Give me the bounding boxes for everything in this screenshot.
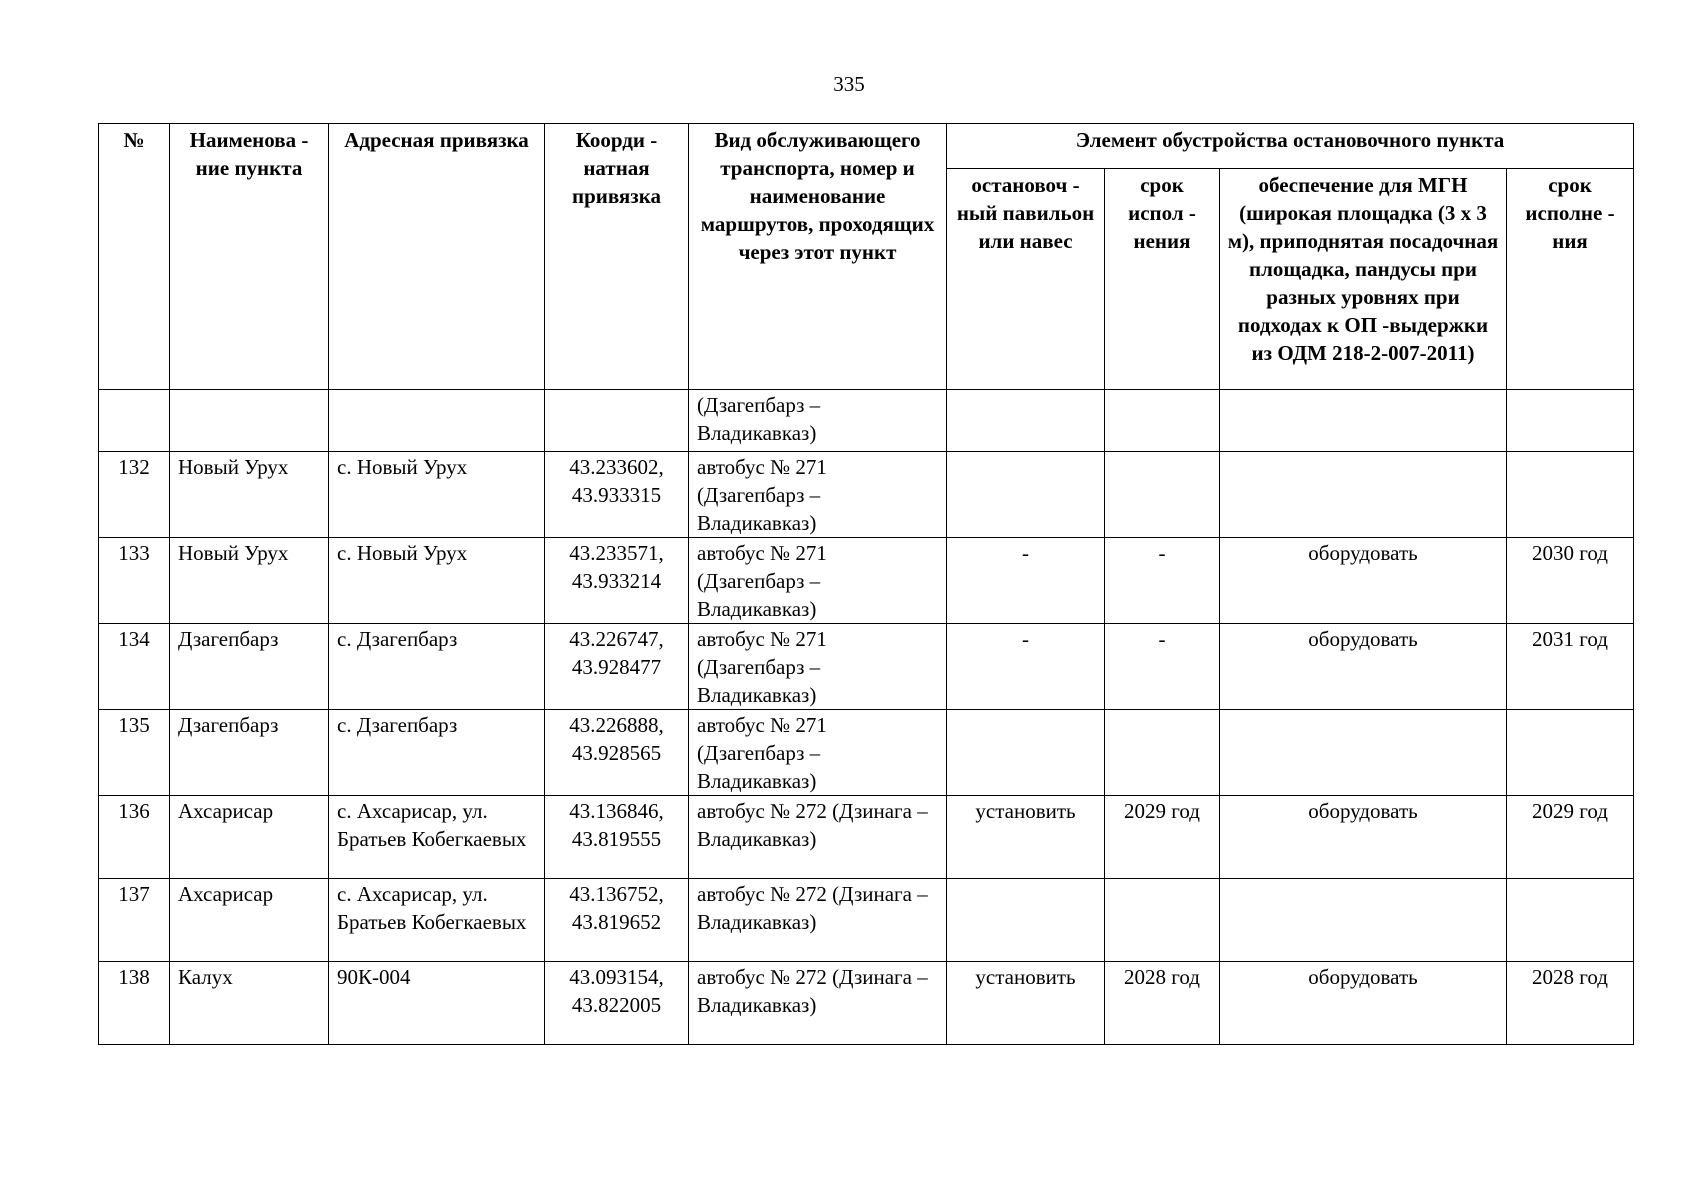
- page-number: 335: [833, 72, 865, 96]
- cell-address: с. Новый Урух: [329, 452, 545, 538]
- cell-mgn-term: 2031 год: [1507, 624, 1634, 710]
- cell-num: 134: [99, 624, 170, 710]
- cell-mgn: [1220, 452, 1507, 538]
- cell-pavilion: [947, 710, 1105, 796]
- cell-pavilion-term: [1105, 390, 1220, 452]
- table-row-continuation: [99, 390, 1634, 452]
- header-mgn: обеспечение для МГН (широкая площадка (3 х 3 м), приподнятая посадочная площадка, пандусы при разных уровнях при подходах к ОП -выдержки из ОДМ 218-2-007-2011): [1220, 169, 1507, 390]
- cell-pavilion-term: -: [1105, 538, 1220, 624]
- cell-coords: 43.233571, 43.933214: [545, 538, 689, 624]
- header-pavilion-term: срок испол - нения: [1105, 169, 1220, 390]
- cell-pavilion-term: [1105, 710, 1220, 796]
- cell-mgn: [1220, 390, 1507, 452]
- header-address: Адресная привязка: [329, 124, 545, 390]
- cell-pavilion-term: [1105, 879, 1220, 962]
- cell-name: Ахсарисар: [170, 879, 329, 962]
- cell-mgn-term: [1507, 879, 1634, 962]
- cell-pavilion: -: [947, 538, 1105, 624]
- cell-mgn-term: 2029 год: [1507, 796, 1634, 879]
- cell-mgn: оборудовать: [1220, 796, 1507, 879]
- cell-mgn-term: 2028 год: [1507, 962, 1634, 1045]
- header-name: Наименова - ние пункта: [170, 124, 329, 390]
- cell-name: Новый Урух: [170, 452, 329, 538]
- cell-num: 137: [99, 879, 170, 962]
- cell-pavilion: установить: [947, 796, 1105, 879]
- cell-transport: автобус № 271 (Дзагепбарз – Владикавказ): [689, 538, 947, 624]
- table-row: [99, 962, 1634, 1045]
- cell-name: Калух: [170, 962, 329, 1045]
- cell-name: [170, 390, 329, 452]
- cell-num: 138: [99, 962, 170, 1045]
- header-transport: Вид обслуживающего транспорта, номер и наименование маршрутов, проходящих через этот пункт: [689, 124, 947, 390]
- header-num: №: [99, 124, 170, 390]
- table-row: [99, 624, 1634, 710]
- table-row: [99, 879, 1634, 962]
- cell-num: 132: [99, 452, 170, 538]
- cell-address: [329, 390, 545, 452]
- cell-address: с. Новый Урух: [329, 538, 545, 624]
- cell-name: Дзагепбарз: [170, 710, 329, 796]
- cell-mgn-term: 2030 год: [1507, 538, 1634, 624]
- header-coords: Коорди - натная привязка: [545, 124, 689, 390]
- cell-pavilion-term: 2028 год: [1105, 962, 1220, 1045]
- cell-coords: 43.226747, 43.928477: [545, 624, 689, 710]
- cell-pavilion: [947, 879, 1105, 962]
- cell-num: [99, 390, 170, 452]
- cell-transport: автобус № 271 (Дзагепбарз – Владикавказ): [689, 624, 947, 710]
- cell-address: с. Ахсарисар, ул. Братьев Кобегкаевых: [329, 796, 545, 879]
- cell-address: с. Дзагепбарз: [329, 710, 545, 796]
- cell-address: 90К-004: [329, 962, 545, 1045]
- cell-coords: 43.093154, 43.822005: [545, 962, 689, 1045]
- cell-transport: автобус № 272 (Дзинага – Владикавказ): [689, 879, 947, 962]
- cell-transport: автобус № 271 (Дзагепбарз – Владикавказ): [689, 452, 947, 538]
- header-mgn-term: срок исполне - ния: [1507, 169, 1634, 390]
- cell-pavilion: установить: [947, 962, 1105, 1045]
- cell-address: с. Дзагепбарз: [329, 624, 545, 710]
- header-element-group: Элемент обустройства остановочного пункта: [947, 124, 1634, 169]
- cell-mgn: [1220, 879, 1507, 962]
- table-row: [99, 452, 1634, 538]
- cell-pavilion: [947, 452, 1105, 538]
- cell-name: Ахсарисар: [170, 796, 329, 879]
- cell-address: с. Ахсарисар, ул. Братьев Кобегкаевых: [329, 879, 545, 962]
- table-header-row: [99, 124, 1634, 169]
- header-pavilion: остановоч - ный павильон или навес: [947, 169, 1105, 390]
- cell-name: Новый Урух: [170, 538, 329, 624]
- cell-mgn: [1220, 710, 1507, 796]
- cell-name: Дзагепбарз: [170, 624, 329, 710]
- cell-transport: автобус № 271 (Дзагепбарз – Владикавказ): [689, 710, 947, 796]
- cell-transport: автобус № 272 (Дзинага – Владикавказ): [689, 796, 947, 879]
- table-row: [99, 710, 1634, 796]
- cell-mgn: оборудовать: [1220, 624, 1507, 710]
- cell-coords: 43.136752, 43.819652: [545, 879, 689, 962]
- cell-num: 133: [99, 538, 170, 624]
- cell-mgn-term: [1507, 710, 1634, 796]
- cell-num: 136: [99, 796, 170, 879]
- cell-mgn: оборудовать: [1220, 962, 1507, 1045]
- cell-coords: [545, 390, 689, 452]
- cell-pavilion-term: [1105, 452, 1220, 538]
- cell-pavilion: -: [947, 624, 1105, 710]
- cell-pavilion-term: 2029 год: [1105, 796, 1220, 879]
- cell-transport: (Дзагепбарз – Владикавказ): [689, 390, 947, 452]
- table-row: [99, 538, 1634, 624]
- cell-mgn: оборудовать: [1220, 538, 1507, 624]
- cell-pavilion: [947, 390, 1105, 452]
- table-row: [99, 796, 1634, 879]
- cell-transport: автобус № 272 (Дзинага – Владикавказ): [689, 962, 947, 1045]
- cell-coords: 43.136846, 43.819555: [545, 796, 689, 879]
- cell-coords: 43.233602, 43.933315: [545, 452, 689, 538]
- cell-pavilion-term: -: [1105, 624, 1220, 710]
- cell-coords: 43.226888, 43.928565: [545, 710, 689, 796]
- cell-mgn-term: [1507, 390, 1634, 452]
- cell-num: 135: [99, 710, 170, 796]
- cell-mgn-term: [1507, 452, 1634, 538]
- bus-stops-table: [98, 123, 1634, 1045]
